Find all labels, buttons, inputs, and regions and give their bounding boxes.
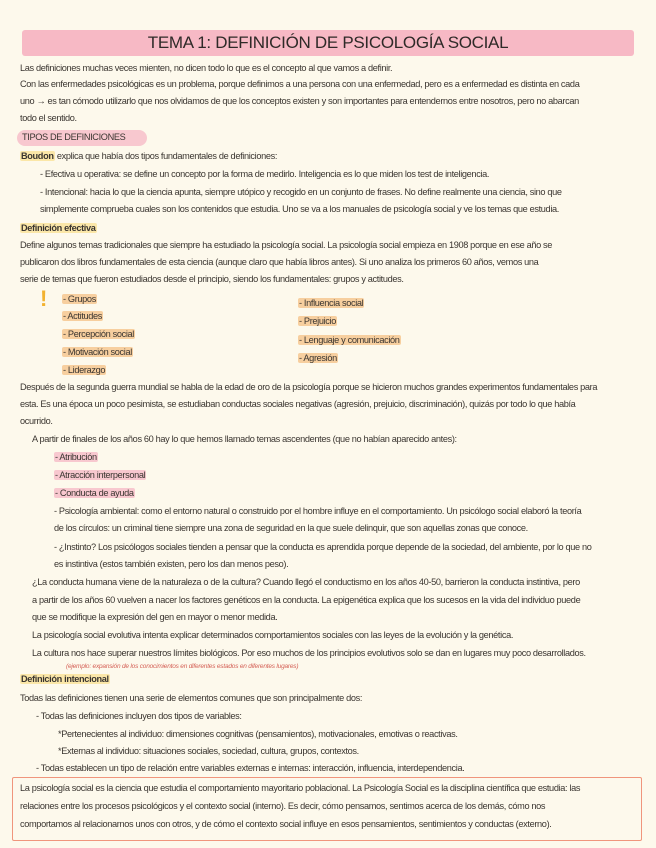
postwar-line-3: ocurrido. — [20, 416, 53, 426]
intencional-l2: *Pertenecientes al individuo: dimensiones cognitivas (pensamientos), motivacionales, emotivas o reactivas. — [58, 729, 458, 739]
right-list-item: - Lenguaje y comunicación — [299, 335, 400, 345]
left-list-item: - Actitudes — [63, 311, 103, 321]
definition-line-1: La psicología social es la ciencia que estudia el comportamiento mayoritario poblacional. La Psicología Social es la disciplina científica que estudia: las — [20, 783, 581, 793]
right-list-item: - Prejuicio — [299, 316, 336, 326]
intro-line-2: Con las enfermedades psicológicas es un problema, porque definimos a una persona con una enfermedad, pero es a enfermedad es distinta en cada — [20, 79, 580, 89]
right-list-item: - Influencia social — [299, 298, 364, 308]
boudon-item-2: - Intencional: hacia lo que la ciencia apunta, siempre utópico y recogido en un conjunto de frases. No define realmente una ciencia, sino que — [40, 187, 562, 197]
efectiva-heading: Definición efectiva — [21, 223, 96, 233]
intro-line-1: Las definiciones muchas veces mienten, no dicen todo lo que es el concepto al que vamos a definir. — [20, 63, 393, 73]
sixties-item: - Conducta de ayuda — [55, 488, 134, 498]
ambiental-line-1: - Psicología ambiental: como el entorno natural o construido por el hombre influye en el comportamiento. Un psicólogo social elaboró la teoría — [54, 506, 582, 516]
definition-line-3: comportamos al relacionarnos unos con otros, y de cómo el contexto social influye en esos pensamientos, sentimientos y conductas (externo). — [20, 819, 552, 829]
postwar-line-2: esta. Es una época un poco pesimista, se estudiaban conductas sociales negativas (agresión, prejuicio, discriminación), quizás por todo lo que había — [20, 399, 576, 409]
left-list-item: - Grupos — [63, 294, 96, 304]
boudon-line — [20, 150, 277, 163]
right-list-item: - Agresión — [299, 353, 337, 363]
sixties-intro: A partir de finales de los años 60 hay lo que hemos llamado temas ascendentes (que no habían aparecido antes): — [32, 434, 457, 444]
conducta-line-3: que se modifique la expresión del gen en mayor o menor medida. — [32, 612, 278, 622]
small-note: (ejemplo: expansión de los conocimientos en diferentes estados en diferentes lugares) — [66, 663, 299, 670]
intencional-l4: - Todas establecen un tipo de relación entre variables externas e internas: interacción, influencia, interdependencia. — [36, 763, 465, 773]
intro-line-3: uno → es tan cómodo utilizarlo que nos olvidamos de que los conceptos existen y son importantes para entendernos entre nosotros, pero no abarcan — [20, 96, 579, 106]
left-list-item: - Liderazgo — [63, 365, 106, 375]
left-list-item: - Percepción social — [63, 329, 134, 339]
instinto-line-1: - ¿Instinto? Los psicólogos sociales tienden a pensar que la conducta es aprendida porque depende de la sociedad, del ambiente, por lo que no — [54, 542, 592, 552]
conducta-line-4: La psicología social evolutiva intenta explicar determinados comportamientos sociales con las leyes de la evolución y la genética. — [32, 630, 514, 640]
intencional-l1: - Todas las definiciones incluyen dos tipos de variables: — [36, 711, 242, 721]
sixties-item: - Atribución — [55, 452, 97, 462]
efectiva-line-2: publicaron dos libros fundamentales de esta ciencia (aunque claro que había libros antes). Si uno analiza los primeros 60 años, vemos una — [20, 257, 539, 267]
exclamation-mark: ! — [40, 286, 48, 311]
intencional-l3: *Externas al individuo: situaciones sociales, sociedad, cultura, grupos, contextos. — [58, 746, 359, 756]
instinto-line-2: es instintiva (estos también existen, pero los dan menos peso). — [54, 559, 289, 569]
page-title: TEMA 1: DEFINICIÓN DE PSICOLOGÍA SOCIAL — [147, 33, 509, 52]
boudon-text: explica que había dos tipos fundamentales de definiciones: — [56, 151, 278, 161]
intro-line-4: todo el sentido. — [20, 113, 77, 123]
sixties-item: - Atracción interpersonal — [55, 470, 146, 480]
boudon-name: Boudon — [21, 151, 54, 161]
efectiva-line-1: Define algunos temas tradicionales que siempre ha estudiado la psicología social. La psicología social empieza en 1908 porque en ese año se — [20, 240, 553, 250]
conducta-line-2: a partir de los años 60 vuelven a nacer los factores genéticos en la conducta. La epigenética explica que los sucesos en la vida del individuo puede — [32, 595, 581, 605]
boudon-item-3: simplemente comprueba cuales son los contenidos que estudia. Uno se va a los manuales de psicología social y ve los temas que estudia. — [40, 204, 559, 214]
ambiental-line-2: de los círculos: un criminal tiene siempre una zona de seguridad en la que suele delinquir, que son aquellas zonas que conoce. — [54, 523, 528, 533]
definition-line-2: relaciones entre los procesos psicológicos y el contexto social (interno). Es decir, cómo pensamos, sentimos acerca de los demás, cómo nos — [20, 801, 546, 811]
intencional-heading: Definición intencional — [21, 674, 109, 684]
conducta-line-1: ¿La conducta humana viene de la naturaleza o de la cultura? Cuando llegó el conductismo en los años 40-50, barrieron la conducta instintiva, pero — [32, 577, 580, 587]
intencional-intro: Todas las definiciones tienen una serie de elementos comunes que son principalmente dos: — [20, 693, 363, 703]
boudon-item-1: - Efectiva u operativa: se define un concepto por la forma de medirlo. Inteligencia es lo que miden los test de inteligencia. — [40, 169, 490, 179]
postwar-line-1: Después de la segunda guerra mundial se habla de la edad de oro de la psicología porque se hicieron muchos grandes experimentos fundamentales para — [20, 382, 598, 392]
efectiva-line-3: serie de temas que fueron estudiados desde el principio, siendo los fundamentales: grupos y actitudes. — [20, 274, 404, 284]
left-list-item: - Motivación social — [63, 347, 132, 357]
conducta-line-5: La cultura nos hace superar nuestros límites biológicos. Por eso muchos de los principios evolutivos solo se dan en lugares muy poco desarrollados. — [32, 648, 586, 658]
tipos-heading: TIPOS DE DEFINICIONES — [22, 132, 126, 142]
